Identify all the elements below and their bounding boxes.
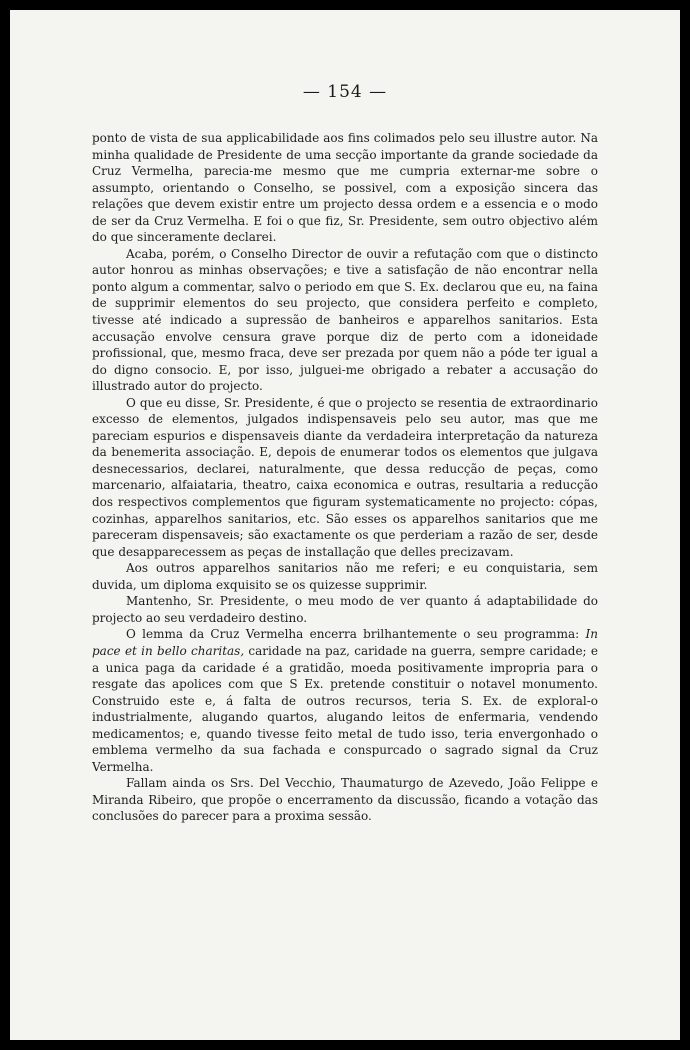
- paragraph-5: Mantenho, Sr. Presidente, o meu modo de ver quanto á adaptabilidade do projecto ao seu verdadeiro destino.: [92, 594, 598, 625]
- paragraph-7: Fallam ainda os Srs. Del Vecchio, Thaumaturgo de Azevedo, João Felippe e Miranda Ribeiro, que propõe o encerramento da discussão, ficando a votação das conclusões do parecer para a proxima sessão.: [92, 776, 598, 824]
- paragraph-6-after: caridade na paz, caridade na guerra, sempre caridade; e a unica paga da caridade é a gratidão, moeda positivamente impropria para o resgate das apolices com que S Ex. pretende constituir o notavel monumento. Construido este e, á falta de outros recursos, teria S. Ex. de exploral-o industrialmente, alugando quartos, alugando leitos de enfermaria, vendendo medicamentos; e, quando tivesse feito metal de tudo isso, teria envergonhado o emblema vermelho da sua fachada e conspurcado o sagrado signal da Cruz Vermelha.: [92, 643, 598, 774]
- paragraph-3: O que eu disse, Sr. Presidente, é que o projecto se resentia de extraordinario excesso de elementos, julgados indispensaveis pelo seu autor, mas que me pareciam espurios e dispensaveis diante da verdadeira interpretação da natureza da benemerita associação. E, depois de enumerar todos os elementos que julgava desnecessarios, declarei, naturalmente, que dessa reducção de peças, como marcenario, alfaiataria, theatro, caixa economica e outras, resultaria a reducção dos respectivos complementos que figuram systematicamente no projecto: cópas, cozinhas, apparelhos sanitarios, etc. São esses os apparelhos sanitarios que me pareceram dispensaveis; são exactamente os que perderiam a razão de ser, desde que desapparecessem as peças de installação que delles precizavam.: [92, 395, 598, 559]
- body-text: [92, 130, 598, 825]
- paragraph-2: Acaba, porém, o Conselho Director de ouvir a refutação com que o distincto autor honrou as minhas observações; e tive a satisfação de não encontrar nella ponto algum a commentar, salvo o periodo em que S. Ex. declarou que eu, na faina de supprimir elementos do seu projecto, que considera perfeito e completo, tivesse até indicado a supressão de banheiros e apparelhos sanitarios. Esta accusação envolve censura grave porque diz de perto com a idoneidade profissional, que, mesmo fraca, deve ser prezada por quem não a póde ter igual a do digno consocio. E, por isso, julguei-me obrigado a rebater a accusação do illustrado autor do projecto.: [92, 246, 598, 394]
- paragraph-1: ponto de vista de sua applicabilidade aos fins colimados pelo seu illustre autor. Na minha qualidade de Presidente de uma secção importante da grande sociedade da Cruz Vermelha, parecia-me mesmo que me cumpria externar-me sobre o assumpto, orientando o Conselho, se possivel, com a exposição sincera das relações que devem existir entre um projecto dessa ordem e a essencia e o modo de ser da Cruz Vermelha. E foi o que fiz, Sr. Presidente, sem outro objectivo além do que sinceramente declarei.: [92, 131, 598, 245]
- page-number: — 154 —: [302, 82, 388, 102]
- paragraph-4: Aos outros apparelhos sanitarios não me referi; e eu conquistaria, sem duvida, um diploma exquisito se os quizesse supprimir.: [92, 561, 598, 592]
- paragraph-6: [92, 626, 598, 775]
- document-page: [10, 10, 680, 1040]
- paragraph-6-before: O lemma da Cruz Vermelha encerra brilhantemente o seu programma:: [126, 627, 586, 642]
- lemma-latin: In pace et in bello charitas,: [92, 627, 598, 658]
